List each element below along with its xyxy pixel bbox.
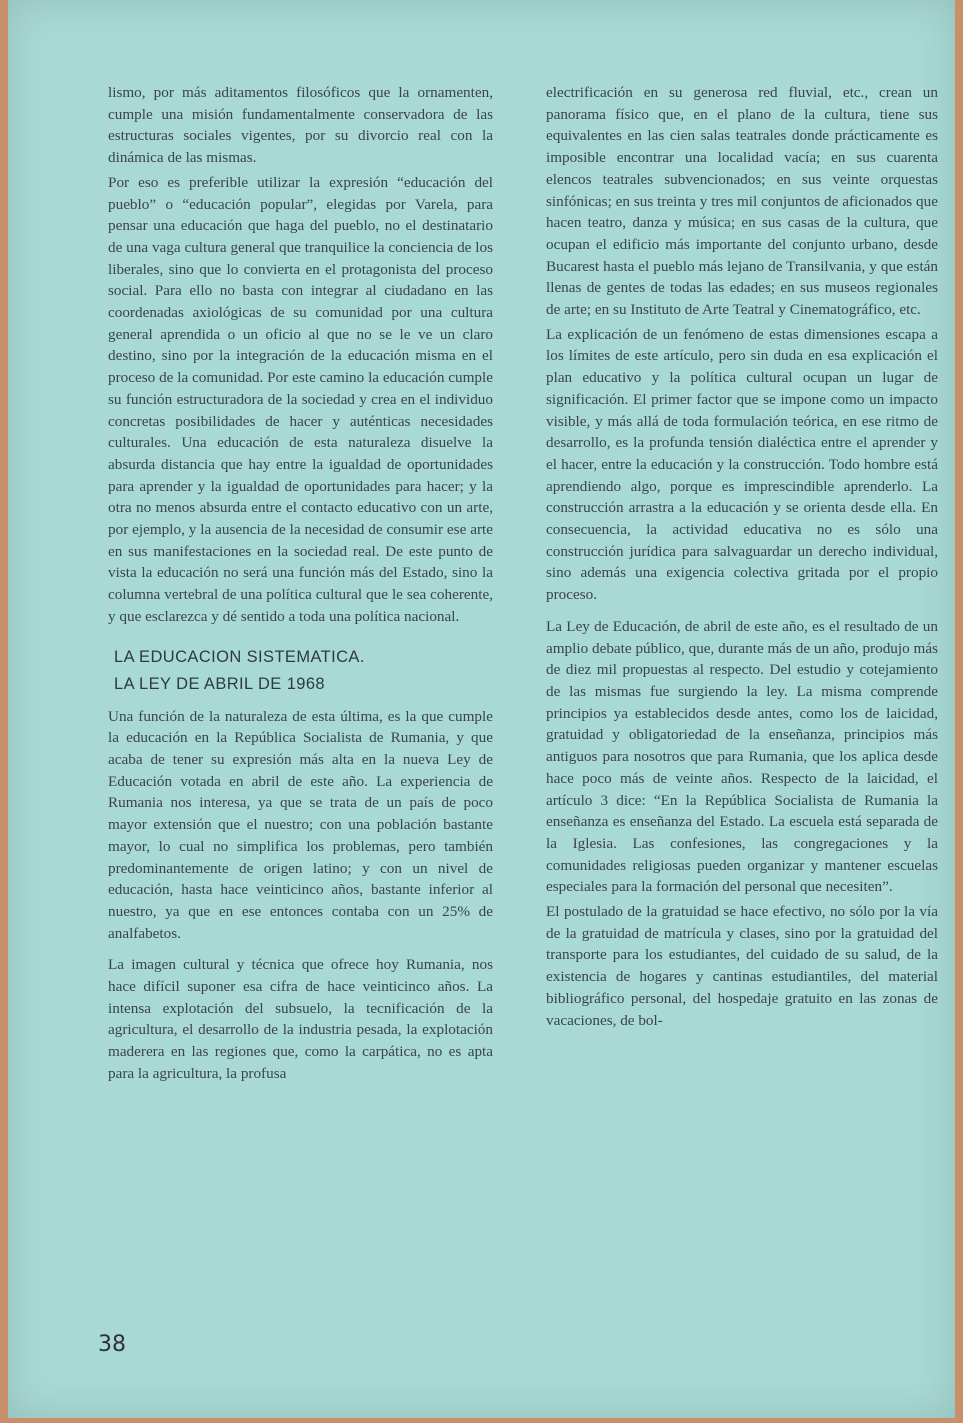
paragraph: La Ley de Educación, de abril de este año, es el resultado de un amplio debate público, que, durante más de un año, produjo más de diez mil propuestas al respecto. Del estudio y cotejamiento de las mismas fue surgiendo la ley. La misma comprende principios ya establecidos desde antes, como los de laicidad, gratuidad y obligatoriedad de la enseñanza, principios más antiguos para nosotros que para Rumania, que los aplica desde hace poco más de veinte años. Respecto de la laicidad, el artículo 3 dice: “En la República Socialista de Rumania la enseñanza es enseñanza del Estado. La escuela está separada de la Iglesia. Las confesiones, las congregaciones y la comunidades religiosas pueden organizar y mantener escuelas especiales para la formación del personal que necesiten”. xyxy=(546,617,938,896)
left-column xyxy=(108,82,493,1088)
section-heading-line: LA LEY DE ABRIL DE 1968 xyxy=(114,674,325,693)
page-number: 38 xyxy=(98,1332,126,1357)
paragraph: lismo, por más aditamentos filosóficos que la ornamenten, cumple una misión fundamentalmente conservadora de las estructuras sociales vigentes, por su divorcio real con la dinámica de las mismas. xyxy=(108,84,493,167)
section-heading xyxy=(114,644,493,698)
paragraph: La imagen cultural y técnica que ofrece hoy Rumania, nos hace difícil suponer esa cifra de hace veinticinco años. La intensa explotación del subsuelo, la tecnificación de la agricultura, el desarrollo de la industria pesada, la explotación maderera en las regiones que, como la carpática, no es apta para la agricultura, la profusa xyxy=(108,956,493,1082)
right-column xyxy=(546,82,938,1034)
magazine-page xyxy=(8,0,955,1418)
paragraph: Una función de la naturaleza de esta última, es la que cumple la educación en la República Socialista de Rumania, y que acaba de tener su expresión más alta en la nueva Ley de Educación votada en abril de este año. La experiencia de Rumania nos interesa, ya que se trata de un país de poco mayor extensión que el nuestro; con una población bastante mayor, lo cual no simplifica los problemas, pero también predominantemente de origen latino; y con un nivel de educación, hasta hace veinticinco años, bastante inferior al nuestro, ya que en ese entonces contaba con un 25% de analfabetos. xyxy=(108,707,493,942)
paragraph: electrificación en su generosa red fluvial, etc., crean un panorama físico que, en el plano de la cultura, tiene sus equivalentes en las cien salas teatrales donde prácticamente es imposible encontrar una localidad vacía; en sus cuarenta elencos teatrales subvencionados; en sus veinte orquestas sinfónicas; en sus treinta y tres mil conjuntos de aficionados que hacen teatro, danza y música; en sus casas de la cultura, que ocupan el edificio más importante del conjunto urbano, desde Bucarest hasta el pueblo más lejano de Transilvania, y que están llenas de gentes de todas las edades; en sus museos regionales de arte; en su Instituto de Arte Teatral y Cinematográfico, etc. xyxy=(546,84,938,319)
paragraph: La explicación de un fenómeno de estas dimensiones escapa a los límites de este artículo, pero sin duda en esa explicación el plan educativo y la política cultural ocupan un lugar de significación. El primer factor que se impone como un impacto visible, y más allá de toda formulación teórica, en ese ritmo de desarrollo, es la profunda tensión dialéctica entre el aprender y el hacer, entre la educación y la construcción. Todo hombre está aprendiendo algo, porque es imprescindible aprenderlo. La construcción arrastra a la educación y se orienta desde ella. En consecuencia, la actividad educativa no es sólo una construcción jurídica para salvaguardar un derecho individual, sino además una exigencia colectiva gritada por el propio proceso. xyxy=(546,325,938,604)
paragraph: El postulado de la gratuidad se hace efectivo, no sólo por la vía de la gratuidad de matrícula y clases, sino por la gratuidad del transporte para los estudiantes, del cuidado de su salud, de la existencia de hogares y cantinas estudiantiles, del material bibliográfico personal, del hospedaje gratuito en las zonas de vacaciones, de bol- xyxy=(546,903,938,1029)
section-heading-line: LA EDUCACION SISTEMATICA. xyxy=(114,647,365,666)
paragraph: Por eso es preferible utilizar la expresión “educación del pueblo” o “educación popular”, elegidas por Varela, para pensar una educación que haga del pueblo, no el destinatario de una vaga cultura general que tranquilice la conciencia de los liberales, sino que lo convierta en el protagonista del proceso social. Para ello no basta con integrar al ciudadano en las coordenadas axiológicas de su comunidad por una cultura general aprendida o un oficio al que no se le ve un claro destino, sino por la integración de la educación misma en el proceso de la comunidad. Por este camino la educación cumple su función estructuradora de la sociedad y crea en el individuo concretas posibilidades de hacer y auténticas necesidades culturales. Una educación de esta naturaleza disuelve la absurda distancia que hay entre la igualdad de oportunidades para aprender y la igualdad de oportunidades para hacer; y la otra no menos absurda entre el contacto educativo con un arte, por ejemplo, y la ausencia de la necesidad de consumir ese arte en sus manifestaciones en la sociedad real. De este punto de vista la educación no será una función más del Estado, sino la columna vertebral de una política cultural que le sea coherente, y que esclarezca y dé sentido a toda una política nacional. xyxy=(108,173,493,625)
